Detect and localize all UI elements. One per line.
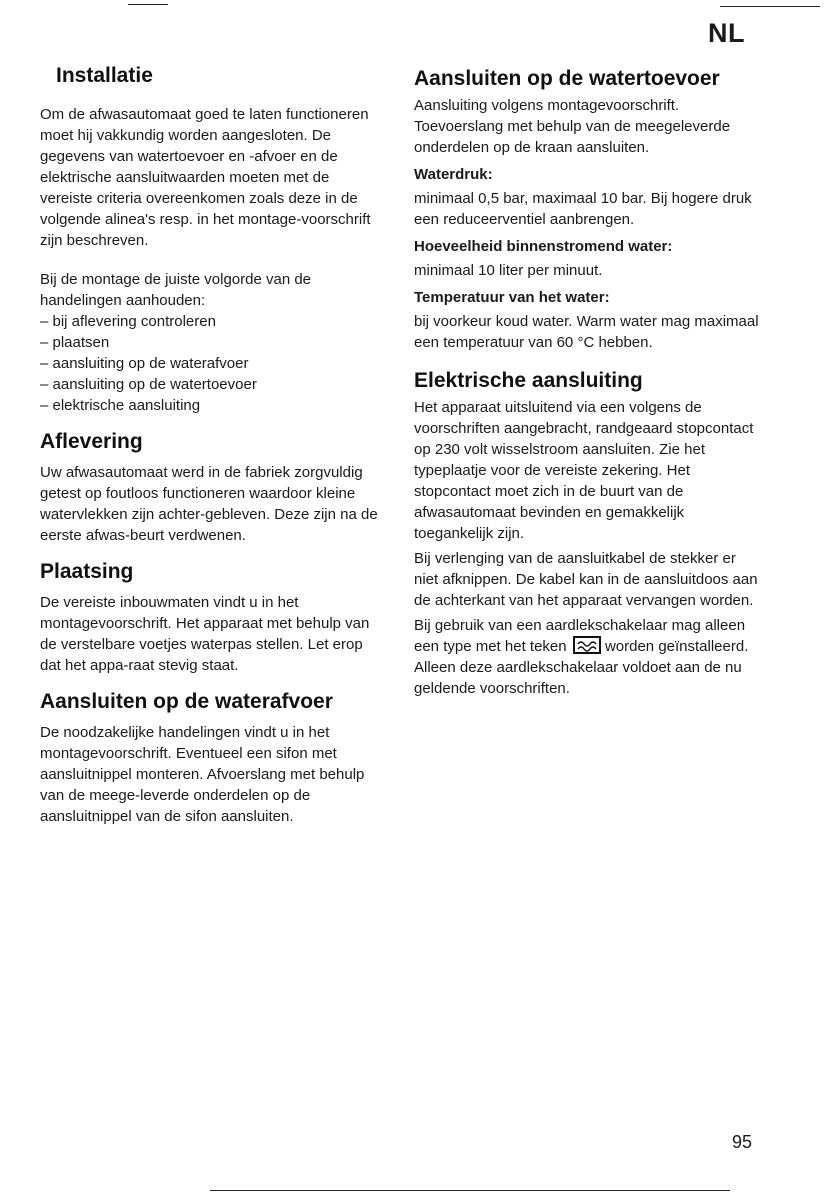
residual-current-symbol-icon [573, 636, 601, 654]
step-item: – aansluiting op de watertoevoer [40, 376, 257, 393]
left-column [40, 62, 380, 827]
plaatsing-text: De vereiste inbouwmaten vindt u in het montagevoorschrift. Het apparaat met behulp van de verstelbare voetjes waterpas stellen. Let erop dat het appa-raat stevig staat. [40, 594, 370, 674]
section-watertoevoer [414, 65, 759, 353]
elektrisch-text-3 [414, 615, 759, 699]
step-item: – bij aflevering controleren [40, 313, 216, 330]
watertoevoer-text: Aansluiting volgens montagevoorschrift. Toevoerslang met behulp van de meegeleverde onderdelen op de kraan aansluiten. [414, 97, 731, 156]
waterdruk-text: minimaal 0,5 bar, maximaal 10 bar. Bij hogere druk een reduceerventiel aanbrengen. [414, 190, 752, 228]
temperatuur-text: bij voorkeur koud water. Warm water mag maximaal een temperatuur van 60 °C hebben. [414, 313, 759, 351]
waterdruk-label: Waterdruk: [414, 166, 493, 183]
step-item: – aansluiting op de waterafvoer [40, 355, 249, 372]
top-rule-left [128, 4, 168, 5]
heading-watertoevoer: Aansluiten op de watertoevoer [414, 67, 720, 90]
step-item: – elektrische aansluiting [40, 397, 201, 414]
page-number: 95 [732, 1132, 753, 1152]
installatie-order-text: Bij de montage de juiste volgorde van de handelingen aanhouden: [40, 271, 312, 309]
hoeveelheid-label: Hoeveelheid binnenstromend water: [414, 238, 673, 255]
elektrisch-text-3-start: Bij gebruik van een aardlekschakelaar mag alleen een type met het teken [414, 617, 746, 655]
section-elektrisch [414, 367, 759, 699]
section-waterafvoer [40, 688, 380, 827]
heading-aflevering: Aflevering [40, 430, 143, 453]
heading-plaatsing: Plaatsing [40, 560, 134, 583]
right-column [414, 65, 759, 699]
elektrisch-text-3-end: worden geïnstalleerd. Alleen deze aardlekschakelaar voldoet aan de nu geldende voorschriften. [414, 638, 749, 697]
elektrisch-text-2: Bij verlenging van de aansluitkabel de stekker er niet afknippen. De kabel kan in de aansluitdoos aan de achterkant van het apparaat vervangen worden. [414, 550, 758, 609]
section-aflevering [40, 428, 380, 546]
heading-waterafvoer: Aansluiten op de waterafvoer [40, 690, 333, 713]
heading-elektrisch: Elektrische aansluiting [414, 369, 643, 392]
temperatuur-label: Temperatuur van het water: [414, 289, 610, 306]
hoeveelheid-text: minimaal 10 liter per minuut. [414, 262, 603, 279]
installatie-steps [40, 311, 380, 416]
aflevering-text: Uw afwasautomaat werd in de fabriek zorgvuldig getest op foutloos functioneren waardoor kleine watervlekken zijn achter-gebleven. Deze zijn na de eerste afwas-beurt verdwenen. [40, 464, 378, 544]
language-code: NL [708, 18, 745, 48]
heading-installatie: Installatie [56, 64, 153, 87]
waterafvoer-text: De noodzakelijke handelingen vindt u in het montagevoorschrift. Eventueel een sifon met aansluitnippel monteren. Afvoerslang met behulp van de meege-leverde onderdelen op de aansluitnippel van de sifon aansluiten. [40, 724, 365, 825]
elektrisch-text-1: Het apparaat uitsluitend via een volgens de voorschriften aangebracht, randgeaard stopcontact op 230 volt wisselstroom aansluiten. Zie het typeplaatje voor de vereiste zekering. Het stopcontact moet zich in de buurt van de afwasautomaat bevinden en gemakkelijk toegankelijk zijn. [414, 399, 754, 542]
section-installatie [40, 62, 380, 416]
bottom-rule [210, 1190, 730, 1191]
top-rule-right [720, 6, 820, 7]
section-plaatsing [40, 558, 380, 676]
installatie-intro: Om de afwasautomaat goed te laten functioneren moet hij vakkundig worden aangesloten. De gegevens van watertoevoer en -afvoer en de elektrische aansluitwaarden moeten met de vereiste criteria overeenkomen zoals deze in de volgende alinea's resp. in het montage-voorschrift zijn beschreven. [40, 106, 371, 249]
step-item: – plaatsen [40, 334, 110, 351]
